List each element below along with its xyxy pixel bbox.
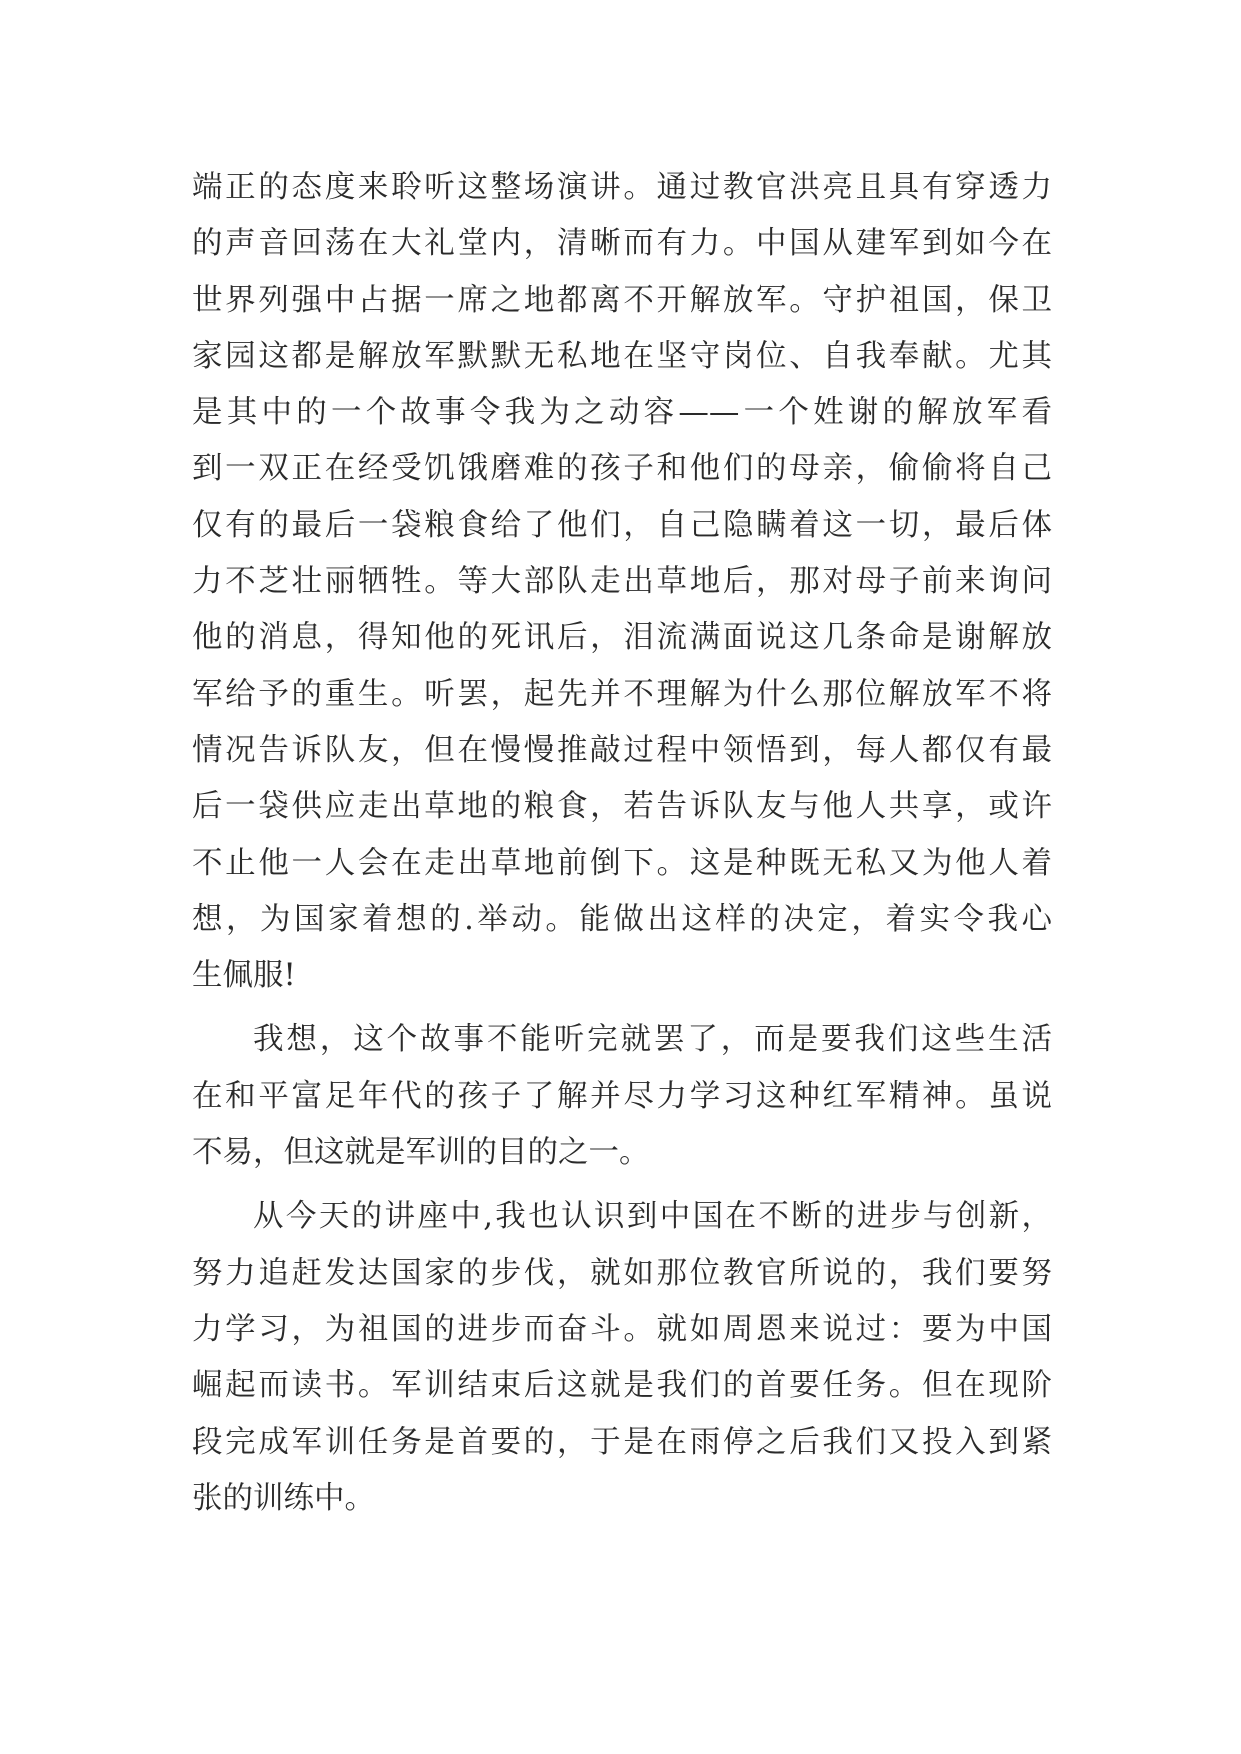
paragraph-2 — [192, 1012, 1052, 1181]
text-line: 世界列强中占据一席之地都离不开解放军。守护祖国，保卫 — [192, 282, 1052, 318]
text-line: 家园这都是解放军默默无私地在坚守岗位、自我奉献。尤其 — [192, 338, 1052, 374]
text-line: 不止他一人会在走出草地前倒下。这是种既无私又为他人着 — [192, 845, 1052, 881]
text-line: 端正的态度来聆听这整场演讲。通过教官洪亮且具有穿透力 — [192, 170, 1052, 205]
paragraph-1 — [192, 160, 1052, 1004]
paragraph-3 — [192, 1189, 1052, 1527]
text-line: 想，为国家着想的.举动。能做出这样的决定，着实令我心 — [192, 901, 1052, 937]
paragraph-gap — [192, 1004, 1052, 1012]
text-line: 到一双正在经受饥饿磨难的孩子和他们的母亲，偷偷将自己 — [192, 451, 1052, 487]
text-line: 后一袋供应走出草地的粮食，若告诉队友与他人共享，或许 — [192, 789, 1052, 825]
document-body — [192, 160, 1052, 1527]
text-line: 军给予的重生。听罢，起先并不理解为什么那位解放军不将 — [192, 676, 1052, 712]
text-line: 崛起而读书。军训结束后这就是我们的首要任务。但在现阶 — [192, 1368, 1052, 1404]
text-line: 努力追赶发达国家的步伐，就如那位教官所说的，我们要努 — [192, 1255, 1052, 1291]
text-line: 情况告诉队友，但在慢慢推敲过程中领悟到，每人都仅有最 — [192, 732, 1052, 768]
text-line: 的声音回荡在大礼堂内，清晰而有力。中国从建军到如今在 — [192, 226, 1052, 262]
text-line: 我想，这个故事不能听完就罢了，而是要我们这些生活 — [253, 1022, 1052, 1058]
text-line: 段完成军训任务是首要的，于是在雨停之后我们又投入到紧 — [192, 1424, 1052, 1460]
text-line: 从今天的讲座中,我也认识到中国在不断的进步与创新， — [253, 1199, 1052, 1235]
text-line: 力不芝壮丽牺牲。等大部队走出草地后，那对母子前来询问 — [192, 564, 1052, 600]
text-line: 力学习，为祖国的进步而奋斗。就如周恩来说过：要为中国 — [192, 1311, 1052, 1347]
text-line: 生佩服! — [192, 958, 296, 994]
text-line: 不易，但这就是军训的目的之一。 — [192, 1135, 650, 1171]
text-line: 他的消息，得知他的死讯后，泪流满面说这几条命是谢解放 — [192, 620, 1052, 656]
text-line: 在和平富足年代的孩子了解并尽力学习这种红军精神。虽说 — [192, 1078, 1052, 1114]
text-line: 是其中的一个故事令我为之动容——一个姓谢的解放军看 — [192, 395, 1052, 431]
paragraph-gap — [192, 1181, 1052, 1189]
text-line: 张的训练中。 — [192, 1480, 375, 1516]
text-line: 仅有的最后一袋粮食给了他们，自己隐瞒着这一切，最后体 — [192, 507, 1052, 543]
